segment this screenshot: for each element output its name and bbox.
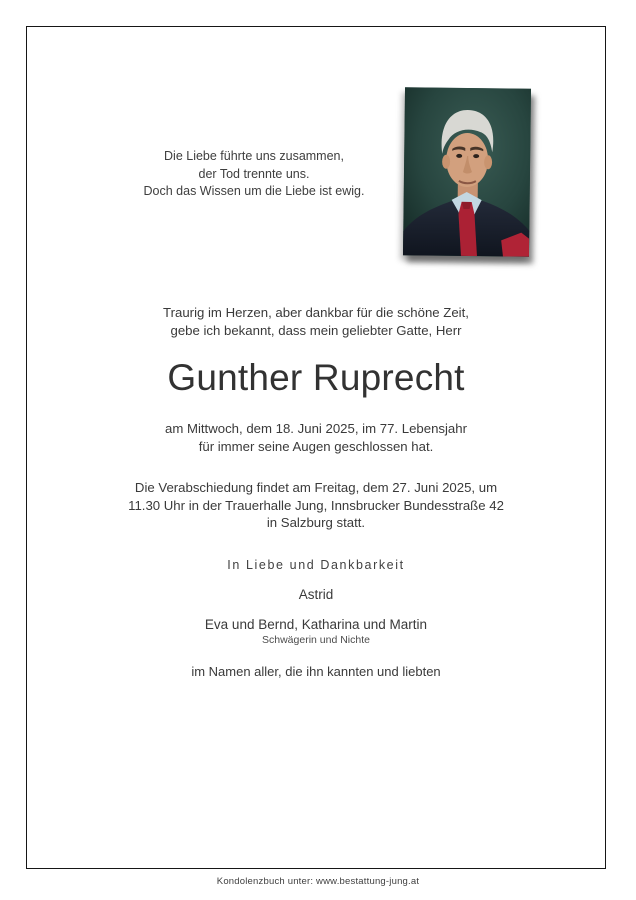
memorial-verse	[104, 148, 404, 201]
farewell-line: in Salzburg statt.	[266, 515, 366, 530]
death-line: am Mittwoch, dem 18. Juni 2025, im 77. Lebensjahr	[164, 421, 467, 436]
farewell-ceremony-text	[27, 479, 605, 532]
announcement-intro	[27, 304, 605, 339]
farewell-line: 11.30 Uhr in der Trauerhalle Jung, Innsbrucker Bundesstraße 42	[128, 497, 504, 513]
farewell-line: Die Verabschiedung findet am Freitag, dem 27. Juni 2025, um	[134, 480, 498, 495]
mourner-family: Eva und Bernd, Katharina und Martin	[204, 617, 428, 632]
verse-line: Doch das Wissen um die Liebe ist ewig.	[143, 184, 365, 198]
verse-line: Die Liebe führte uns zusammen,	[164, 149, 344, 163]
death-date-text	[27, 420, 605, 455]
mourner-all: im Namen aller, die ihn kannten und liebten	[191, 664, 441, 679]
deceased-name: Gunther Ruprecht	[167, 357, 465, 398]
intro-line: Traurig im Herzen, aber dankbar für die schöne Zeit,	[163, 305, 469, 320]
intro-line: gebe ich bekannt, dass mein geliebter Gatte, Herr	[170, 322, 462, 338]
condolence-book-note: Kondolenzbuch unter: www.bestattung-jung.at	[216, 876, 420, 887]
portrait-photo	[403, 87, 531, 257]
obituary-card	[26, 26, 606, 869]
mourner-relation: Schwägerin und Nichte	[262, 634, 370, 646]
verse-line: der Tod trennte uns.	[198, 166, 310, 181]
closing-phrase: In Liebe und Dankbarkeit	[227, 558, 405, 572]
death-line: für immer seine Augen geschlossen hat.	[198, 438, 434, 454]
portrait-photo-illustration	[403, 87, 531, 257]
mourner-primary: Astrid	[298, 587, 334, 602]
